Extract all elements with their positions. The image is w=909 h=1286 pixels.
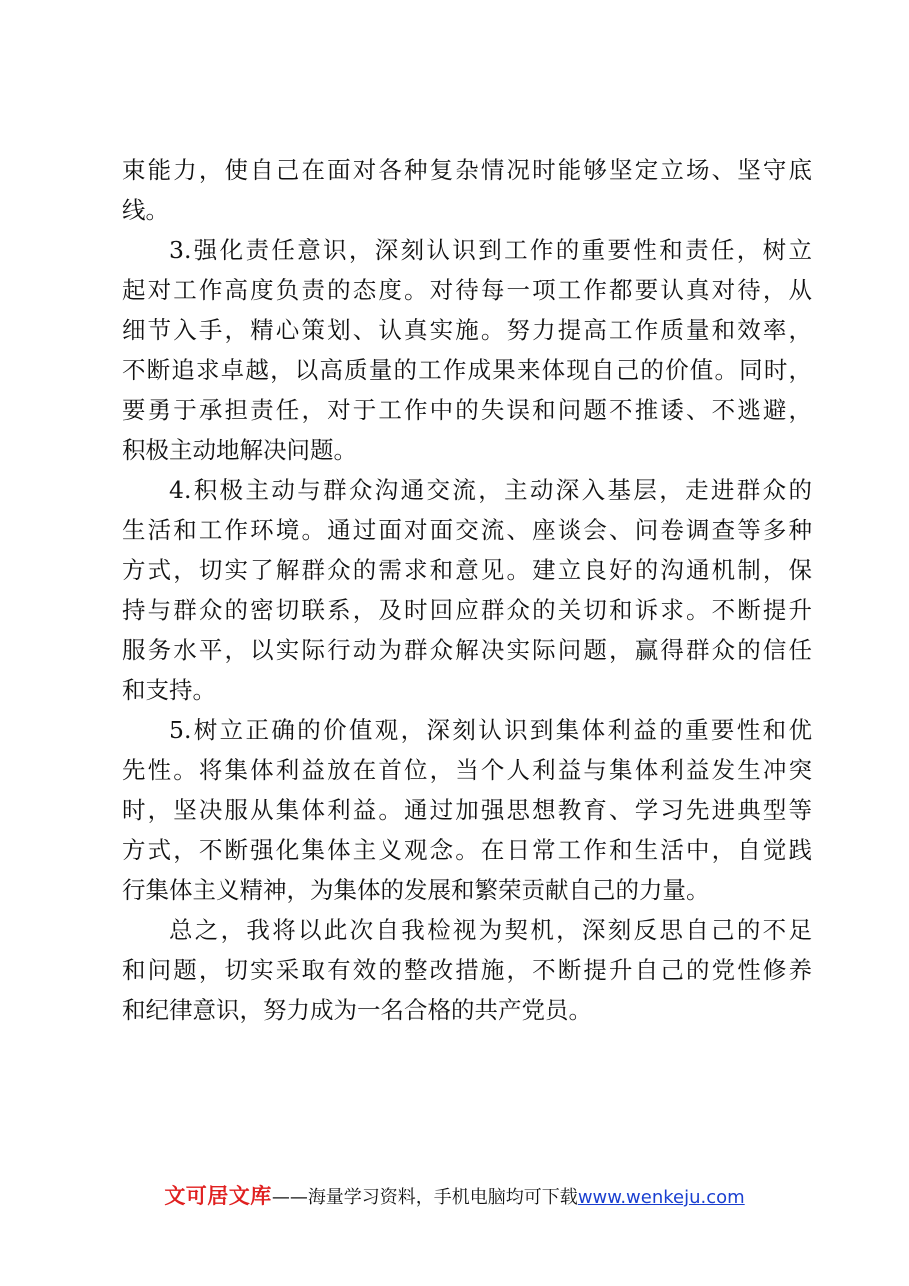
text-line: 方式，切实了解群众的需求和意见。建立良好的沟通机制，保 xyxy=(122,556,812,584)
text-line: 细节入手，精心策划、认真实施。努力提高工作质量和效率， xyxy=(122,316,812,344)
footer-tagline: ——海量学习资料，手机电脑均可下载 xyxy=(271,1187,578,1208)
text-line: 和问题，切实采取有效的整改措施，不断提升自己的党性修养 xyxy=(122,956,812,984)
text-line: 总之，我将以此次自我检视为契机，深刻反思自己的不足 xyxy=(169,916,812,944)
text-line: 和纪律意识，努力成为一名合格的共产党员。 xyxy=(122,996,592,1024)
text-line: 3.强化责任意识，深刻认识到工作的重要性和责任，树立 xyxy=(169,236,812,264)
footer-link[interactable]: www.wenkeju.com xyxy=(577,1187,745,1208)
text-line: 和支持。 xyxy=(122,676,216,704)
text-line: 起对工作高度负责的态度。对待每一项工作都要认真对待，从 xyxy=(122,276,812,304)
page-footer xyxy=(0,1180,909,1210)
text-line: 方式，不断强化集体主义观念。在日常工作和生活中，自觉践 xyxy=(122,836,812,864)
text-line: 服务水平，以实际行动为群众解决实际问题，赢得群众的信任 xyxy=(122,636,812,664)
text-line: 要勇于承担责任，对于工作中的失误和问题不推诿、不逃避， xyxy=(122,396,812,424)
body-text xyxy=(122,150,812,1030)
text-line: 4.积极主动与群众沟通交流，主动深入基层，走进群众的 xyxy=(169,476,812,504)
text-line: 生活和工作环境。通过面对面交流、座谈会、问卷调查等多种 xyxy=(122,516,812,544)
text-line: 积极主动地解决问题。 xyxy=(122,436,357,464)
text-line: 时，坚决服从集体利益。通过加强思想教育、学习先进典型等 xyxy=(122,796,812,824)
text-line: 行集体主义精神，为集体的发展和繁荣贡献自己的力量。 xyxy=(122,876,710,904)
text-line: 不断追求卓越，以高质量的工作成果来体现自己的价值。同时， xyxy=(122,356,812,384)
text-line: 持与群众的密切联系，及时回应群众的关切和诉求。不断提升 xyxy=(122,596,812,624)
text-line: 线。 xyxy=(122,196,169,224)
footer-brand: 文可居文库 xyxy=(164,1184,272,1208)
text-line: 束能力，使自己在面对各种复杂情况时能够坚定立场、坚守底 xyxy=(122,156,812,184)
text-line: 先性。将集体利益放在首位，当个人利益与集体利益发生冲突 xyxy=(122,756,812,784)
text-line: 5.树立正确的价值观，深刻认识到集体利益的重要性和优 xyxy=(169,716,812,744)
